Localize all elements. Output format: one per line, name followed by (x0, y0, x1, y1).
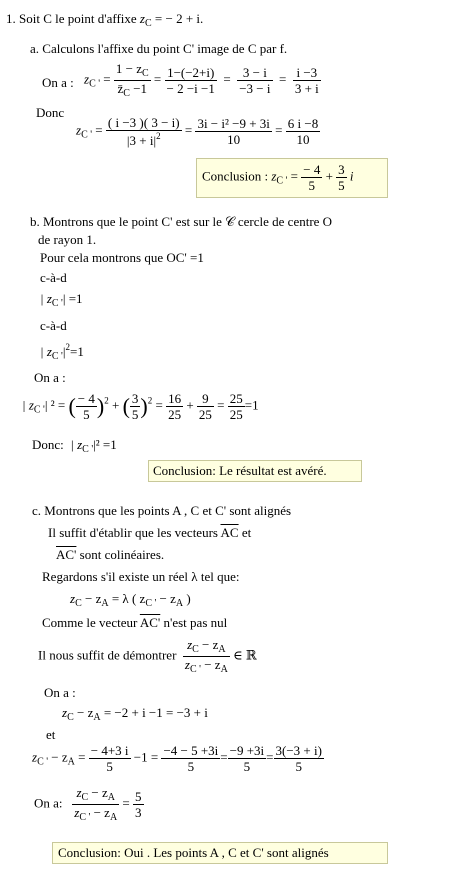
part-c-on-a: On a : (44, 685, 76, 700)
conclusion-c: Conclusion: Oui . Les points A , C et C' sont alignés (58, 845, 329, 860)
fraction: $\frac{z_C - z_A}{z_{C '} - z_A}$ (184, 637, 228, 675)
part-b-cad-2: c-à-d (40, 318, 67, 333)
part-b-pour: Pour cela montrons que OC' =1 (40, 250, 204, 265)
fraction: $\frac{3 - i}{-3 - i}$ (239, 65, 271, 96)
fraction: $\frac{1-(-2+i)}{- 2 -i -1}$ (166, 65, 215, 96)
vector-ac-prime: AC' (139, 615, 161, 630)
part-c-line-7: $z_C - z_A = -2 + i -1 = -3 + i$ (62, 705, 208, 723)
fraction: $\frac{9}{25}$ (198, 391, 212, 422)
question-title: 1. Soit C le point d'affixe $z_C$ = − 2 + i. (6, 11, 204, 29)
part-a-heading: a. Calculons l'affixe du point C' image de C par f. (30, 41, 288, 56)
part-b-heading-2: de rayon 1. (38, 232, 97, 247)
fraction: $\frac{\text{3i − i² −9 + 3i}}{10}$ (197, 116, 270, 147)
fraction: $\frac{i -3}{3 + i}$ (294, 65, 319, 96)
fraction: $\frac{6 i -8}{10}$ (287, 116, 319, 147)
part-b-mod-2: | $z_{C '}|^2=1$ (40, 342, 84, 362)
part-b-mod-1: | $z_{C '}| =1$ (40, 291, 83, 309)
vector-ac: $\overline{AC}$ (220, 525, 239, 540)
fraction: $\frac{25}{25}$ (229, 391, 243, 422)
fraction: $\frac{z_C - z_A}{z_{C '} - z_A}$ (74, 785, 118, 823)
part-b-heading: b. Montrons que le point C' est sur le 𝒞 cercle de centre O (30, 214, 333, 229)
fraction: $\frac{3}{5}$ (338, 162, 345, 193)
part-c-line-4: $z_C - z_A = \lambda$ ( $z_{C '} - z_A$ ) (70, 591, 191, 609)
part-c-line-3: Regardons s'il existe un réel λ tel que: (42, 569, 240, 584)
fraction: $\frac{3}{5}$ (131, 391, 139, 422)
fraction: $\frac{-4 - 5 +3i}{5}$ (163, 743, 219, 774)
part-a-on-a: On a : (42, 75, 74, 90)
part-c-on-a-2: On a: $\frac{z_C - z_A}{z_{C '} - z_A}$ = $\frac{5}{3}$ (34, 785, 142, 823)
part-c-line-5: Comme le vecteur AC' n'est pas nul (42, 615, 228, 630)
fraction: $\frac{5}{3}$ (135, 789, 142, 820)
part-b-donc: Donc: | $z_{C '}|^2 =1$ (32, 437, 117, 455)
fraction: $\frac{-9 +3i}{5}$ (229, 743, 265, 774)
fraction: $\frac{( i -3 )( 3 - i)}{|3 + i|^2}$ (107, 115, 180, 148)
part-c-heading: c. Montrons que les points A , C et C' sont alignés (32, 503, 292, 518)
part-c-et: et (46, 727, 56, 742)
part-c-line-2: AC' sont colinéaires. (56, 547, 165, 562)
part-a-equation-2: $z_{C '}$ = $\frac{( i -3 )( 3 - i)}{|3 + i|^2}$ = $\frac{\text{3i − i² −9 + 3i}}{10}$ = $\frac{6 i -8}{10}$ (76, 115, 319, 148)
conclusion-b: Conclusion: Le résultat est avéré. (153, 463, 327, 478)
part-c-line-6: Il nous suffit de démontrer $\frac{z_C - z_A}{z_{C '} - z_A}$ ∈ ℝ (38, 637, 257, 675)
fraction: $\frac{1 - z_C}{z̄_C -1}$ (115, 61, 149, 99)
fraction: $\frac{16}{25}$ (168, 391, 182, 422)
fraction: $\frac{- 4}{5}$ (303, 162, 321, 193)
fraction: $\frac{3(-3 + i)}{5}$ (275, 743, 322, 774)
part-c-line-8: $z_{C '} - z_A$ = $\frac{- 4+3 i}{5}$ −1 = $\frac{-4 - 5 +3i}{5}$ = $\frac{-9 +3i}{5}$ = $\frac{3(-3 + i)}{5}$ (32, 743, 322, 774)
part-b-on-a: On a : (34, 370, 66, 385)
conclusion-a: Conclusion : $z_{C '}$ = $\frac{- 4}{5}$ + $\frac{3}{5}$ i (202, 162, 354, 193)
part-b-cad-1: c-à-d (40, 270, 67, 285)
fraction: $\frac{- 4+3 i}{5}$ (90, 743, 129, 774)
part-a-equation-1: $z_{C '}$ = $\frac{1 - z_C}{z̄_C -1}$ = $\frac{1-(-2+i)}{- 2 -i -1}$ = $\frac{3 - i}{-3 - i}$ = $\frac{i -3}{3 + i}$ (84, 61, 319, 99)
part-a-donc: Donc (36, 105, 65, 120)
part-b-calculation: | $z_{C '}|$ ² = ( $\frac{- 4}{5}$ )$^2$ + ( $\frac{3}{5}$ )$^2$ = $\frac{16}{25}$ + $\frac{9}{25}$ = $\frac{25}{25}$ =1 (22, 391, 259, 422)
fraction: $\frac{- 4}{5}$ (77, 391, 95, 422)
vector-ac-prime: AC' (56, 547, 77, 562)
part-c-line-1: Il suffit d'établir que les vecteurs $\overline{AC}$ et (48, 525, 252, 540)
